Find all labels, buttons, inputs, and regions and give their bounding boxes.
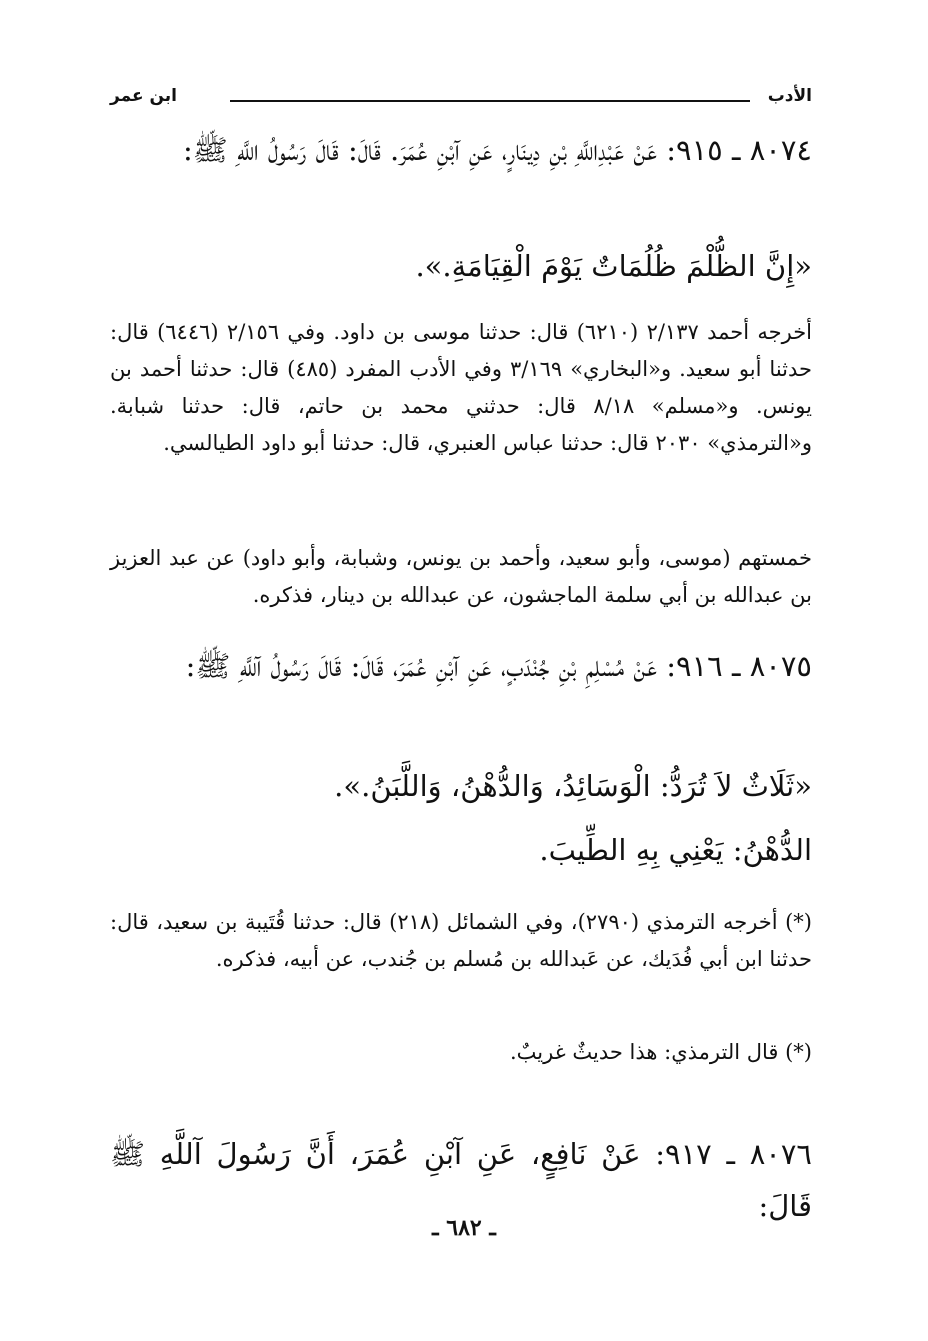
hadith-8075-note: (*) قال الترمذي: هذا حديثٌ غريبٌ. bbox=[509, 1040, 812, 1064]
section-title: الأدب bbox=[767, 86, 812, 106]
hadith-8075-matn: «ثَلَاثٌ لاَ تُرَدُّ: الْوَسَائِدُ، وَالدُّهْنُ، وَاللَّبَنُ.». bbox=[334, 769, 812, 803]
hadith-8074-matn: «إِنَّ الظُّلْمَ ظُلُمَاتٌ يَوْمَ الْقِيَامَةِ.». bbox=[415, 249, 812, 283]
hadith-8074-isnad: ٨٠٧٤ ـ ٩١٥: عَنْ عَبْدِاللَّهِ بْنِ دِينَارٍ، عَنِ آبْنِ عُمَرَ. قَالَ: قَالَ رَسُولُ اللَّهِ ﷺ: bbox=[182, 133, 812, 167]
hadith-8075-gloss: الدُّهْنُ: يَعْنِي بِهِ الطِّيبَ. bbox=[539, 833, 812, 867]
hadith-8075-isnad: ٨٠٧٥ ـ ٩١٦: عَنْ مُسْلِمِ بْنِ جُنْدَبٍ، عَنِ آبْنِ عُمَرَ، قَالَ: قَالَ رَسُولُ آللَّهِ ﷺ: bbox=[185, 649, 812, 683]
hadith-8076-isnad: ٨٠٧٦ ـ ٩١٧: عَنْ نَافِعٍ، عَنِ آبْنِ عُمَرَ، أَنَّ رَسُولَ آللَّهِ ﷺ قَالَ: bbox=[110, 1137, 813, 1223]
running-header bbox=[110, 86, 812, 116]
hadith-8074-takhrij-summary: خمستهم (موسى، وأبو سعيد، وأحمد بن يونس، وشبابة، وأبو داود) عن عبد العزيز بن عبدالله بن أبي سلمة الماجشون، عن عبدالله بن دينار، فذكره. bbox=[110, 546, 812, 607]
page-number: ـ ٦٨٢ ـ bbox=[432, 1215, 496, 1241]
header-rule bbox=[230, 100, 750, 102]
hadith-8075-takhrij: (*) أخرجه الترمذي (٢٧٩٠)، وفي الشمائل (٢١٨) قال: حدثنا قُتَيبة بن سعيد، قال: حدثنا ابن أبي فُدَيك، عن عَبدالله بن مُسلم بن جُندب، عن أبيه، فذكره. bbox=[110, 910, 812, 971]
hadith-8074-takhrij: أخرجه أحمد ٢/١٣٧ (٦٢١٠) قال: حدثنا موسى بن داود. وفي ٢/١٥٦ (٦٤٤٦) قال: حدثنا أبو سعيد. و«البخاري» ٣/١٦٩ وفي الأدب المفرد (٤٨٥) قال: حدثنا أحمد بن يونس. و«مسلم» ٨/١٨ قال: حدثني محمد بن حاتم، قال: حدثنا شبابة. و«الترمذي» ٢٠٣٠ قال: حدثنا عباس العنبري، قال: حدثنا أبو داود الطيالسي. bbox=[110, 320, 813, 455]
narrator-title: ابن عمر bbox=[110, 86, 178, 106]
